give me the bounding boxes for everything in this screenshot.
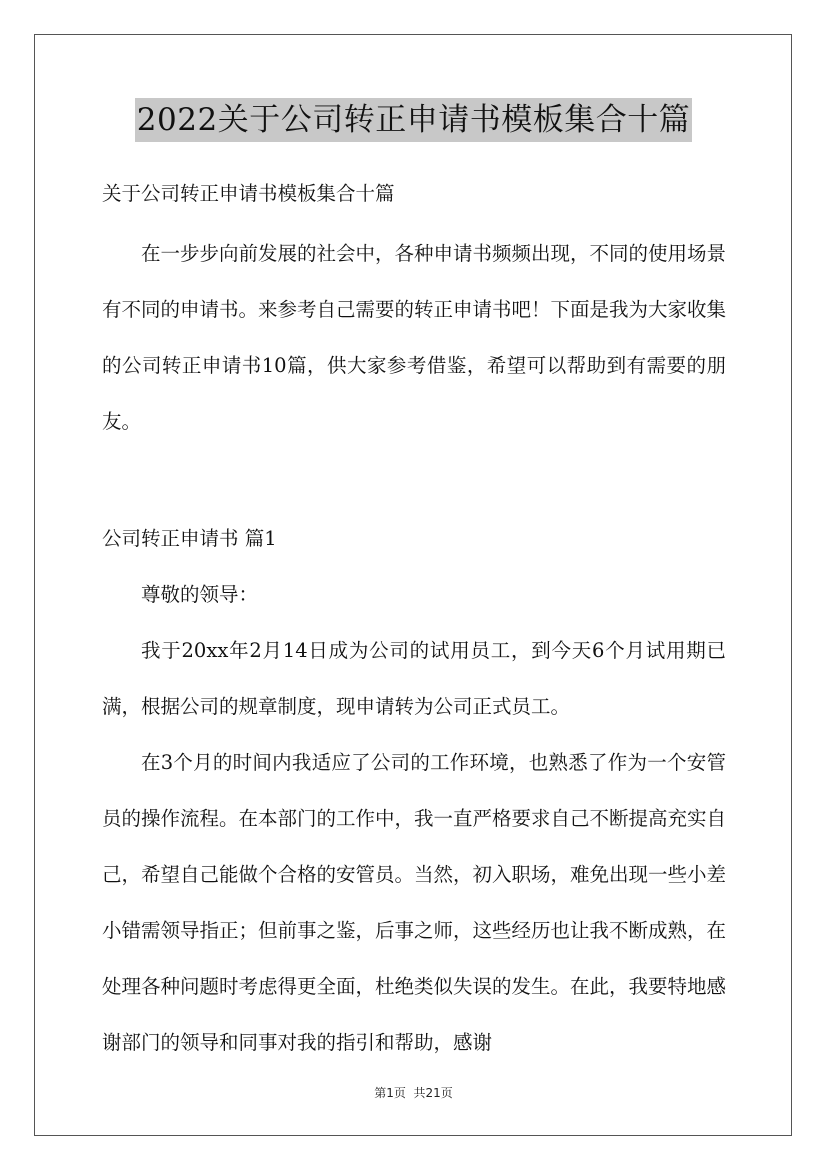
document-subtitle: 关于公司转正申请书模板集合十篇 bbox=[102, 182, 395, 205]
section-title: 公司转正申请书 篇1 bbox=[102, 527, 277, 550]
intro-paragraph: 在一步步向前发展的社会中，各种申请书频频出现，不同的使用场景有不同的申请书。来参考自己需要的转正申请书吧！下面是我为大家收集的公司转正申请书10篇，供大家参考借鉴，希望可以帮助到有需要的朋友。 bbox=[102, 242, 727, 433]
document-title-text: 2022关于公司转正申请书模板集合十篇 bbox=[135, 98, 692, 142]
body-paragraph-1: 我于20xx年2月14日成为公司的试用员工，到今天6个月试用期已满，根据公司的规章制度，现申请转为公司正式员工。 bbox=[102, 639, 726, 718]
page-total: 共21页 bbox=[413, 1086, 453, 1100]
page-number: 第1页 bbox=[374, 1086, 406, 1100]
document-body bbox=[102, 174, 726, 1071]
page-footer bbox=[0, 1084, 827, 1101]
document-title bbox=[0, 98, 827, 142]
greeting: 尊敬的领导： bbox=[141, 583, 259, 606]
body-paragraph-2: 在3个月的时间内我适应了公司的工作环境，也熟悉了作为一个安管员的操作流程。在本部门的工作中，我一直严格要求自己不断提高充实自己，希望自己能做个合格的安管员。当然，初入职场，难免出现一些小差小错需领导指正；但前事之鉴，后事之师，这些经历也让我不断成熟，在处理各种问题时考虑得更全面，杜绝类似失误的发生。在此，我要特地感谢部门的领导和同事对我的指引和帮助，感谢 bbox=[102, 751, 727, 1054]
